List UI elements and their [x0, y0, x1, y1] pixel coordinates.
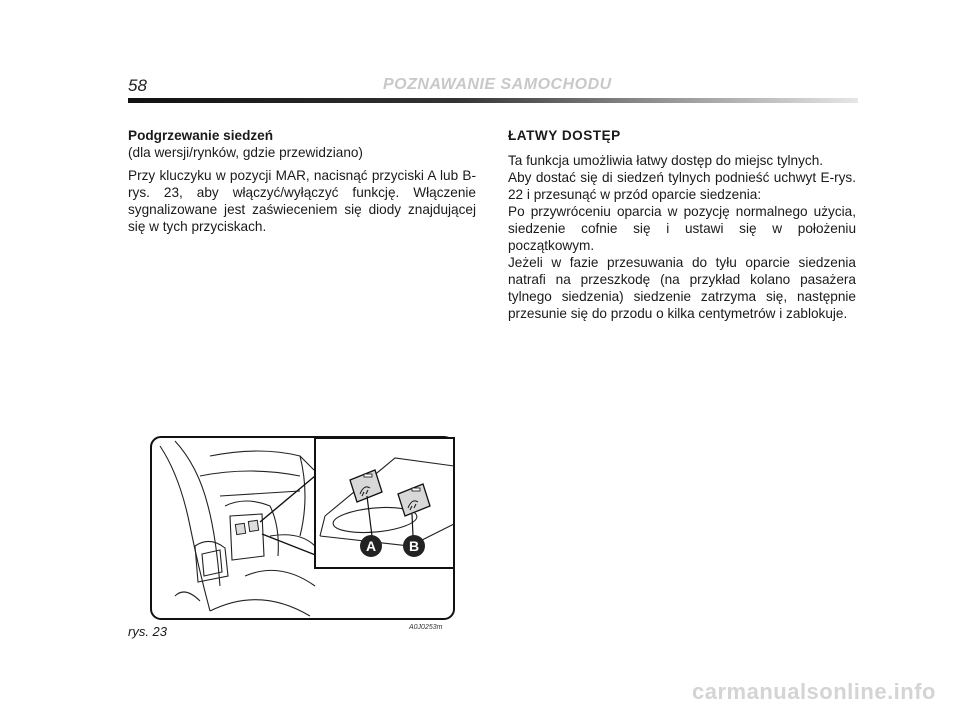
header-rule: [128, 98, 858, 103]
easy-access-line-3: Po przywróceniu oparcia w pozycję normalnego użycia, siedzenie cofnie się i ustawi się w położeniu początkowym.: [508, 204, 856, 253]
left-column: [128, 127, 476, 235]
seat-heating-paragraph: Przy kluczyku w pozycji MAR, nacisnąć przyciski A lub B-rys. 23, aby włączyć/wyłączyć funkcję. Włączenie sygnalizowane jest zaświeceniem się diody znajdującej się w tych przyciskach.: [128, 168, 476, 234]
figure-caption: rys. 23: [128, 624, 168, 639]
label-a: A: [365, 538, 377, 554]
easy-access-line-4: Jeżeli w fazie przesuwania do tyłu oparcie siedzenia natrafi na przeszkodę (na przykład kolano pasażera tylnego siedzenia) siedzenie zatrzyma się, następnie przesunie się do przodu o kilka centymetrów i zablokuje.: [508, 255, 856, 321]
right-column: [508, 127, 856, 322]
easy-access-heading: ŁATWY DOSTĘP: [508, 128, 621, 143]
figure-code: A0J0253m: [409, 624, 443, 631]
page-number: 58: [128, 76, 147, 95]
watermark: carmanualsonline.info: [692, 679, 936, 704]
easy-access-line-1: Ta funkcja umożliwia łatwy dostęp do miejsc tylnych.: [508, 153, 824, 168]
section-title: POZNAWANIE SAMOCHODU: [383, 76, 612, 93]
zoom-inset: [315, 438, 454, 568]
seat-heating-heading: Podgrzewanie siedzeń: [128, 128, 274, 143]
figure-seat-heating-buttons: [150, 436, 455, 620]
label-b: B: [408, 538, 420, 554]
seat-heating-subheading: (dla wersji/rynków, gdzie przewidziano): [128, 145, 363, 160]
easy-access-line-2: Aby dostać się di siedzeń tylnych podnieść uchwyt E-rys. 22 i przesunąć w przód oparcie siedzenia:: [508, 170, 856, 202]
